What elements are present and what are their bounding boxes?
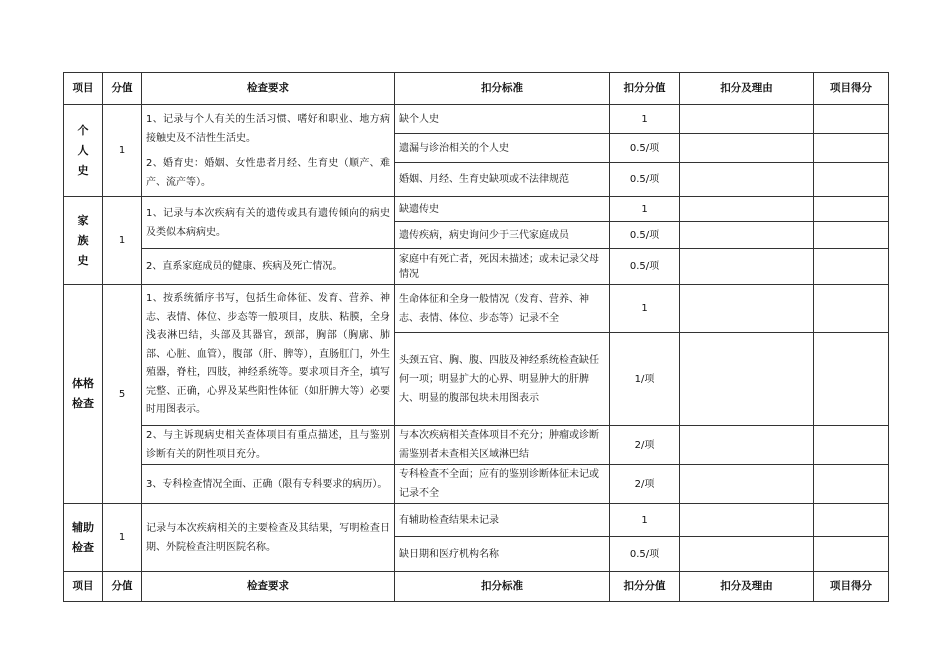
table-row — [64, 197, 889, 222]
physical-requirement-2: 2、与主诉现病史相关查体项目有重点描述，且与鉴别诊断有关的阴性项目充分。 — [142, 426, 395, 465]
label-line: 检查 — [72, 397, 94, 410]
deduct-cell: 0.5/项 — [610, 249, 680, 285]
label-line: 辅助 — [72, 520, 94, 534]
footer-deduct: 扣分分值 — [610, 572, 680, 602]
reason-input[interactable] — [680, 105, 814, 134]
table-row — [64, 285, 889, 333]
header-item: 项目 — [64, 73, 103, 105]
reason-input[interactable] — [680, 333, 814, 426]
footer-requirement: 检查要求 — [142, 572, 395, 602]
deduct-cell: 2/项 — [610, 426, 680, 465]
result-input[interactable] — [814, 222, 889, 249]
deduct-cell: 0.5/项 — [610, 537, 680, 572]
deduct-cell: 1 — [610, 197, 680, 222]
deduct-cell: 0.5/项 — [610, 134, 680, 163]
footer-item: 项目 — [64, 572, 103, 602]
label-char: 史 — [77, 163, 89, 177]
table-row — [64, 249, 889, 285]
header-result: 项目得分 — [814, 73, 889, 105]
criteria-cell: 家庭中有死亡者，死因未描述；或未记录父母情况 — [395, 249, 610, 285]
reason-input[interactable] — [680, 134, 814, 163]
deduct-cell: 1 — [610, 105, 680, 134]
requirement-text: 2、婚育史：婚姻、女性患者月经、生育史（顺产、难产、流产等）。 — [146, 157, 390, 188]
family-requirement-2: 2、直系家庭成员的健康、疾病及死亡情况。 — [142, 249, 395, 285]
reason-input[interactable] — [680, 249, 814, 285]
criteria-cell: 与本次疾病相关查体项目不充分；肿瘤或诊断需鉴别者未查相关区域淋巴结 — [395, 426, 610, 465]
header-criteria: 扣分标准 — [395, 73, 610, 105]
auxiliary-requirement: 记录与本次疾病相关的主要检查及其结果，写明检查日期、外院检查注明医院名称。 — [142, 504, 395, 572]
personal-score: 1 — [103, 105, 142, 197]
footer-criteria: 扣分标准 — [395, 572, 610, 602]
label-char: 史 — [77, 253, 89, 267]
deduct-cell: 1 — [610, 285, 680, 333]
result-input[interactable] — [814, 504, 889, 537]
label-char: 族 — [77, 233, 89, 247]
criteria-cell: 遗漏与诊治相关的个人史 — [395, 134, 610, 163]
reason-input[interactable] — [680, 222, 814, 249]
reason-input[interactable] — [680, 163, 814, 197]
reason-input[interactable] — [680, 285, 814, 333]
footer-header-row — [64, 572, 889, 602]
physical-requirement-3: 3、专科检查情况全面、正确（限有专科要求的病历）。 — [142, 465, 395, 504]
physical-exam-label — [64, 285, 103, 504]
physical-requirement-1: 1、按系统循序书写，包括生命体征、发育、营养、神志、表情、体位、步态等一般项目，皮肤、粘膜，全身浅表淋巴结，头部及其器官，颈部，胸部（胸廓、肺部、心脏、血管），腹部（肝、脾等），直肠肛门，外生殖器，脊柱，四肢，神经系统等。要求项目齐全，填写完整、正确，心界及某些阳性体征（如肝脾大等）必要时用图表示。 — [142, 285, 395, 426]
family-history-label — [64, 197, 103, 285]
label-line: 体格 — [72, 377, 94, 390]
personal-history-label — [64, 105, 103, 197]
reason-input[interactable] — [680, 537, 814, 572]
header-score: 分值 — [103, 73, 142, 105]
reason-input[interactable] — [680, 426, 814, 465]
label-char: 家 — [77, 213, 89, 227]
criteria-cell: 婚姻、月经、生育史缺项或不法律规范 — [395, 163, 610, 197]
header-row — [64, 73, 889, 105]
label-line: 检查 — [72, 540, 94, 554]
family-requirement-1: 1、记录与本次疾病有关的遗传或具有遗传倾向的病史及类似本病病史。 — [142, 197, 395, 249]
reason-input[interactable] — [680, 504, 814, 537]
result-input[interactable] — [814, 465, 889, 504]
footer-score: 分值 — [103, 572, 142, 602]
header-deduct: 扣分分值 — [610, 73, 680, 105]
table-row — [64, 105, 889, 134]
result-input[interactable] — [814, 333, 889, 426]
physical-score: 5 — [103, 285, 142, 504]
deduct-cell: 0.5/项 — [610, 222, 680, 249]
result-input[interactable] — [814, 285, 889, 333]
criteria-cell: 专科检查不全面；应有的鉴别诊断体征未记或记录不全 — [395, 465, 610, 504]
requirement-text: 1、记录与个人有关的生活习惯、嗜好和职业、地方病接触史及不洁性生活史。 — [146, 113, 390, 144]
deduct-cell: 1 — [610, 504, 680, 537]
criteria-cell: 有辅助检查结果未记录 — [395, 504, 610, 537]
auxiliary-score: 1 — [103, 504, 142, 572]
result-input[interactable] — [814, 105, 889, 134]
result-input[interactable] — [814, 426, 889, 465]
deduct-cell: 2/项 — [610, 465, 680, 504]
criteria-cell: 生命体征和全身一般情况（发育、营养、神志、表情、体位、步态等）记录不全 — [395, 285, 610, 333]
deduct-cell: 1/项 — [610, 333, 680, 426]
table-row — [64, 504, 889, 537]
result-input[interactable] — [814, 134, 889, 163]
family-score: 1 — [103, 197, 142, 285]
label-char: 人 — [77, 143, 89, 157]
criteria-cell: 缺遗传史 — [395, 197, 610, 222]
inspection-table — [63, 72, 889, 602]
criteria-cell: 缺个人史 — [395, 105, 610, 134]
header-requirement: 检查要求 — [142, 73, 395, 105]
footer-reason: 扣分及理由 — [680, 572, 814, 602]
auxiliary-exam-label — [64, 504, 103, 572]
table-row — [64, 426, 889, 465]
result-input[interactable] — [814, 197, 889, 222]
header-reason: 扣分及理由 — [680, 73, 814, 105]
footer-result: 项目得分 — [814, 572, 889, 602]
deduct-cell: 0.5/项 — [610, 163, 680, 197]
result-input[interactable] — [814, 163, 889, 197]
result-input[interactable] — [814, 537, 889, 572]
reason-input[interactable] — [680, 465, 814, 504]
reason-input[interactable] — [680, 197, 814, 222]
result-input[interactable] — [814, 249, 889, 285]
table-row — [64, 465, 889, 504]
label-char: 个 — [77, 123, 89, 137]
personal-requirement — [142, 105, 395, 197]
criteria-cell: 缺日期和医疗机构名称 — [395, 537, 610, 572]
criteria-cell: 遗传疾病，病史询问少于三代家庭成员 — [395, 222, 610, 249]
criteria-cell: 头颈五官、胸、腹、四肢及神经系统检查缺任何一项；明显扩大的心界、明显肿大的肝脾大、明显的腹部包块未用图表示 — [395, 333, 610, 426]
